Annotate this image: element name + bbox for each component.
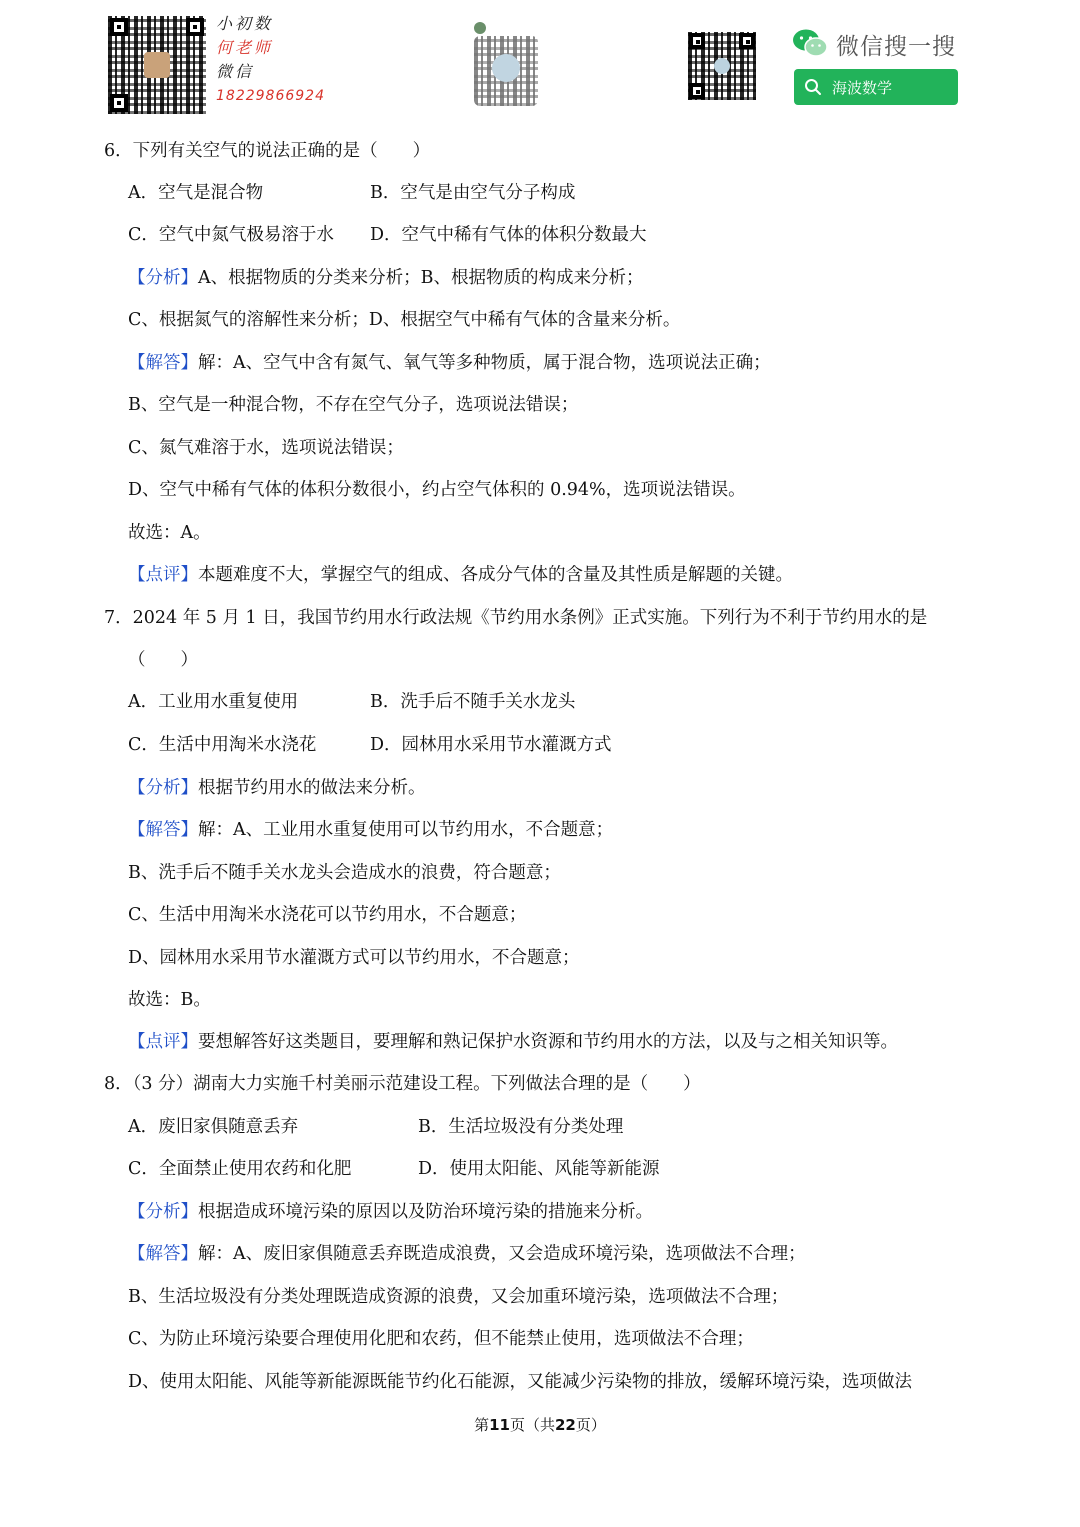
solution-text: 解：A、工业用水重复使用可以节约用水，不合题意；	[198, 820, 614, 840]
analysis-text: 根据节约用水的做法来分析。	[198, 778, 426, 798]
q8-analysis	[128, 1200, 653, 1224]
q6-solution-b: B、空气是一种混合物，不存在空气分子，选项说法错误；	[128, 395, 579, 415]
wechat-search-title: 微信搜一搜	[836, 34, 956, 60]
q7-stem: 7．2024 年 5 月 1 日，我国节约用水行政法规《节约用水条例》正式实施。下列行为不利于节约用水的是	[104, 608, 928, 628]
analysis-tag: 【分析】	[128, 268, 198, 288]
contact-line-1: 小初数	[216, 14, 274, 33]
q7-review	[128, 1030, 898, 1054]
wechat-logo-icon	[792, 28, 828, 58]
q6-choice: 故选：A。	[128, 523, 211, 543]
analysis-text: 根据造成环境污染的原因以及防治环境污染的措施来分析。	[198, 1202, 653, 1222]
analysis-tag: 【分析】	[128, 1202, 198, 1222]
q7-option-c: C．生活中用淘米水浇花	[128, 735, 317, 755]
analysis-tag: 【分析】	[128, 778, 198, 798]
search-button[interactable]	[794, 69, 958, 105]
qr-code-teacher	[108, 16, 206, 114]
page-number: 11	[489, 1416, 510, 1434]
q8-solution-b: B、生活垃圾没有分类处理既造成资源的浪费，又会加重环境污染，选项做法不合理；	[128, 1287, 789, 1307]
q7-solution-d: D、园林用水采用节水灌溉方式可以节约用水，不合题意；	[128, 948, 580, 968]
q6-option-a: A．空气是混合物	[128, 183, 264, 203]
solution-text: 解：A、空气中含有氮气、氧气等多种物质，属于混合物，选项说法正确；	[198, 353, 771, 373]
contact-line-2: 何老师	[216, 38, 274, 57]
review-tag: 【点评】	[128, 1032, 198, 1052]
footer-suffix: 页）	[575, 1416, 606, 1434]
q8-solution-d: D、使用太阳能、风能等新能源既能节约化石能源，又能减少污染物的排放，缓解环境污染，选项做法	[128, 1372, 913, 1392]
q8-option-a: A．废旧家俱随意丢弃	[128, 1117, 299, 1137]
search-icon	[804, 78, 822, 96]
q6-analysis	[128, 266, 644, 290]
q7-choice: 故选：B。	[128, 990, 211, 1010]
teacher-contact	[216, 12, 326, 108]
solution-tag: 【解答】	[128, 820, 198, 840]
q6-solution-c: C、氮气难溶于水，选项说法错误；	[128, 438, 404, 458]
q6-option-c: C．空气中氮气极易溶于水	[128, 225, 334, 245]
group-avatar-icon	[474, 22, 486, 34]
page-total: 22	[555, 1416, 576, 1434]
q8-solution-c: C、为防止环境污染要合理使用化肥和农药，但不能禁止使用，选项做法不合理；	[128, 1329, 754, 1349]
q6-review	[128, 563, 793, 587]
q7-analysis	[128, 776, 426, 800]
qr-code-group	[474, 36, 538, 106]
page-footer	[0, 1414, 1080, 1435]
solution-tag: 【解答】	[128, 1244, 198, 1264]
q7-solution-b: B、洗手后不随手关水龙头会造成水的浪费，符合题意；	[128, 863, 561, 883]
review-text: 本题难度不大，掌握空气的组成、各成分气体的含量及其性质是解题的关键。	[198, 565, 793, 585]
review-text: 要想解答好这类题目，要理解和熟记保护水资源和节约用水的方法，以及与之相关知识等。	[198, 1032, 898, 1052]
q7-stem-2: （ ）	[128, 650, 198, 670]
q7-option-a: A．工业用水重复使用	[128, 692, 299, 712]
qr-code-wechat	[688, 32, 756, 100]
q8-solution	[128, 1242, 806, 1266]
q7-solution	[128, 818, 613, 842]
q8-option-c: C．全面禁止使用农药和化肥	[128, 1159, 352, 1179]
solution-text: 解：A、废旧家俱随意丢弃既造成浪费，又会造成环境污染，选项做法不合理；	[198, 1244, 806, 1264]
q8-option-d: D．使用太阳能、风能等新能源	[418, 1159, 660, 1179]
q6-option-b: B．空气是由空气分子构成	[370, 183, 576, 203]
contact-line-3: 微信	[216, 62, 255, 81]
q8-stem: 8．（3 分）湖南大力实施千村美丽示范建设工程。下列做法合理的是（ ）	[104, 1074, 701, 1094]
solution-tag: 【解答】	[128, 353, 198, 373]
analysis-text: A、根据物质的分类来分析；B、根据物质的构成来分析；	[198, 268, 644, 288]
search-label: 海波数学	[832, 78, 893, 97]
q6-solution	[128, 351, 771, 375]
q6-analysis-2: C、根据氮气的溶解性来分析；D、根据空气中稀有气体的含量来分析。	[128, 310, 681, 330]
q6-solution-d: D、空气中稀有气体的体积分数很小，约占空气体积的 0.94%，选项说法错误。	[128, 480, 746, 500]
q7-option-b: B．洗手后不随手关水龙头	[370, 692, 576, 712]
review-tag: 【点评】	[128, 565, 198, 585]
contact-phone: 18229866924	[216, 88, 325, 104]
footer-mid: 页（共	[509, 1416, 555, 1434]
q6-stem: 6．下列有关空气的说法正确的是（ ）	[104, 141, 431, 161]
q7-option-d: D．园林用水采用节水灌溉方式	[370, 735, 612, 755]
q8-option-b: B．生活垃圾没有分类处理	[418, 1117, 624, 1137]
footer-prefix: 第	[474, 1416, 490, 1434]
q6-option-d: D．空气中稀有气体的体积分数最大	[370, 225, 647, 245]
q7-solution-c: C、生活中用淘米水浇花可以节约用水，不合题意；	[128, 905, 527, 925]
